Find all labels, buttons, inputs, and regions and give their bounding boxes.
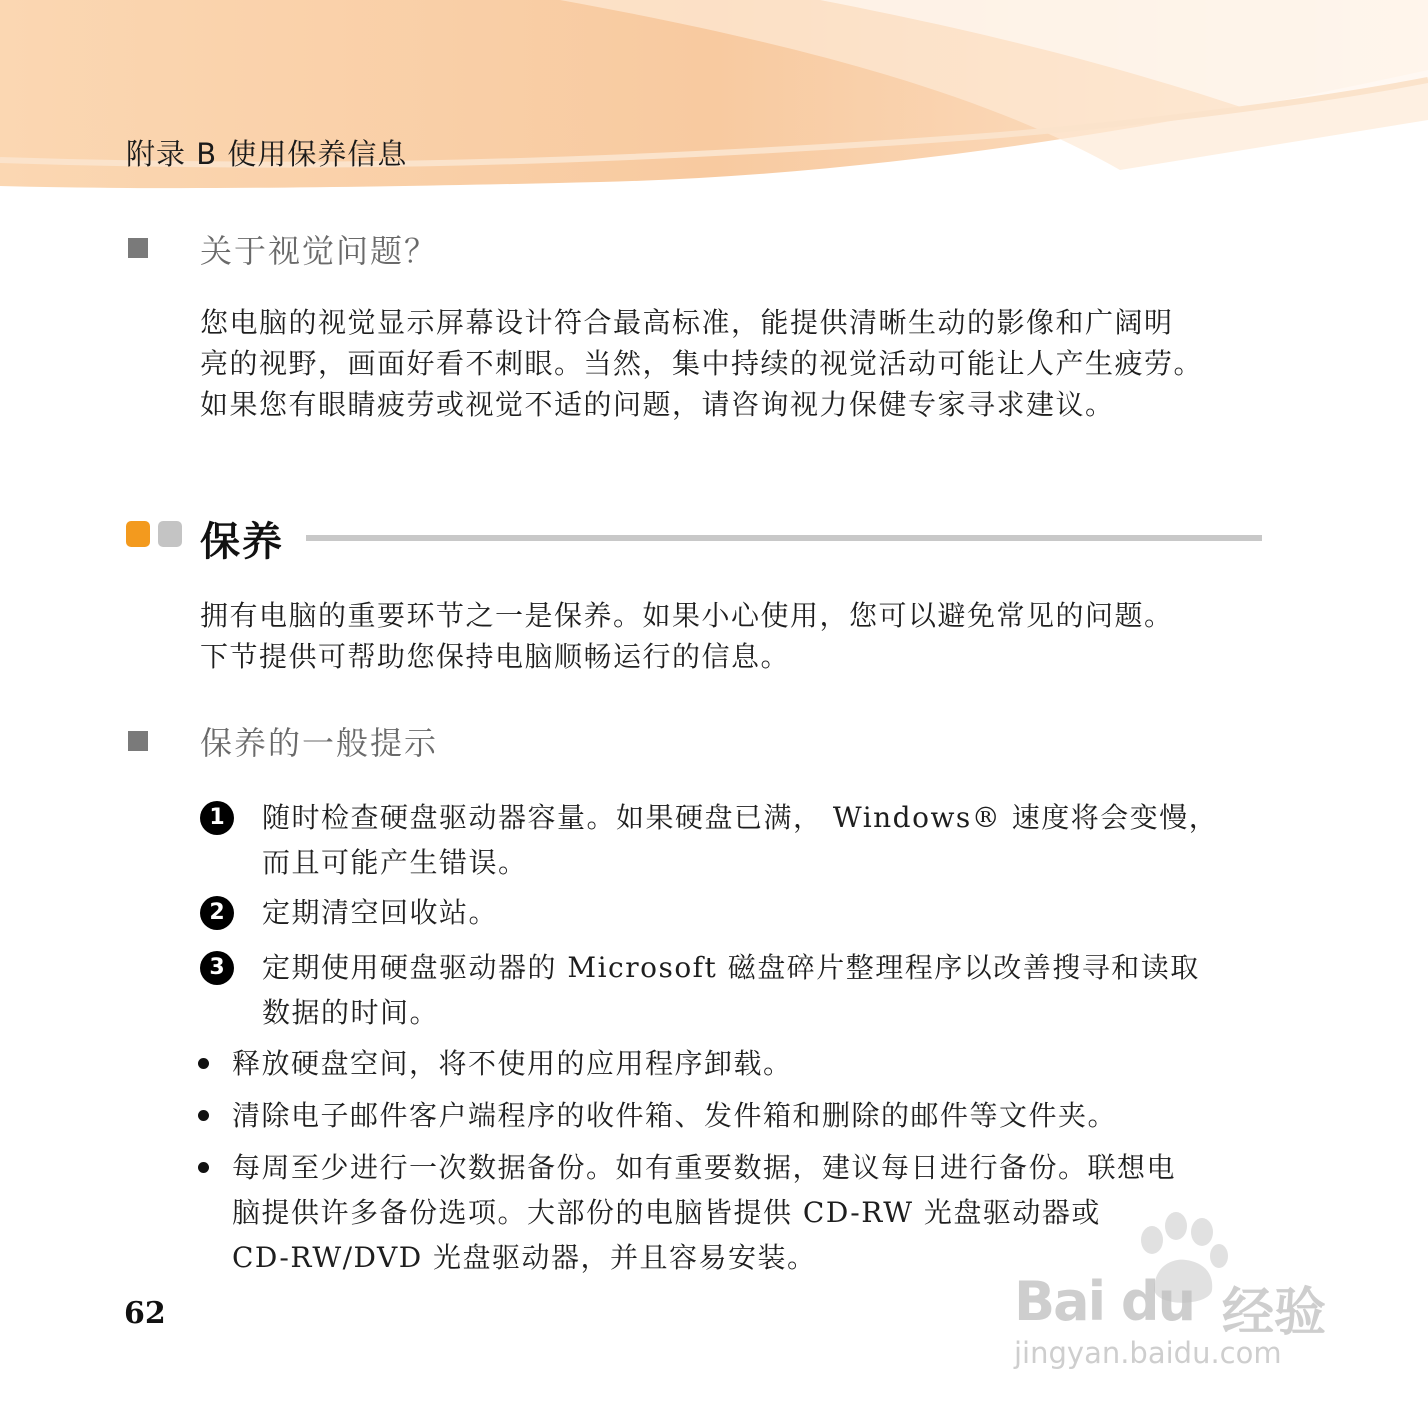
bullet-dot-icon xyxy=(198,1110,209,1121)
item-line: 而且可能产生错误。 xyxy=(262,846,528,879)
item-line: 清除电子邮件客户端程序的收件箱、发件箱和删除的邮件等文件夹。 xyxy=(232,1099,1118,1132)
number-3-icon: 3 xyxy=(200,951,234,985)
numbered-item-text xyxy=(262,795,1218,885)
bullet-dot-icon xyxy=(198,1162,209,1173)
bullet-item-text xyxy=(232,1093,1117,1138)
vision-paragraph xyxy=(200,302,1262,425)
section-title: 保养 xyxy=(200,519,284,565)
item-line: CD-RW/DVD 光盘驱动器，并且容易安装。 xyxy=(232,1241,817,1274)
item-line: 定期使用硬盘驱动器的 Microsoft 磁盘碎片整理程序以改善搜寻和读取 xyxy=(262,951,1200,984)
item-line: 释放硬盘空间，将不使用的应用程序卸载。 xyxy=(232,1047,793,1080)
section-divider xyxy=(306,535,1262,541)
square-bullet-icon xyxy=(128,238,148,258)
page-number: 62 xyxy=(124,1296,166,1331)
square-bullet-icon xyxy=(128,731,148,751)
item-line: 每周至少进行一次数据备份。如有重要数据，建议每日进行备份。联想电 xyxy=(232,1151,1177,1184)
vision-line: 亮的视野，画面好看不刺眼。当然，集中持续的视觉活动可能让人产生疲劳。 xyxy=(200,347,1204,380)
section-marker-gray-icon xyxy=(158,521,182,547)
bullet-item-text xyxy=(232,1041,793,1086)
number-2-icon: 2 xyxy=(200,896,234,930)
section-marker-orange-icon xyxy=(126,521,150,547)
item-line: 脑提供许多备份选项。大部份的电脑皆提供 CD-RW 光盘驱动器或 xyxy=(232,1196,1101,1229)
item-line: 定期清空回收站。 xyxy=(262,896,499,929)
vision-heading: 关于视觉问题？ xyxy=(200,232,439,270)
care-intro-line: 下节提供可帮助您保持电脑顺畅运行的信息。 xyxy=(200,640,791,673)
number-1-icon: 1 xyxy=(200,801,234,835)
running-head: 附录 B 使用保养信息 xyxy=(126,137,408,171)
watermark-brand-cn: 经验 xyxy=(1222,1283,1327,1343)
vision-line: 您电脑的视觉显示屏幕设计符合最高标准，能提供清晰生动的影像和广阔明 xyxy=(200,306,1174,339)
item-line: 数据的时间。 xyxy=(262,996,440,1029)
baidu-watermark xyxy=(1006,1210,1346,1380)
numbered-item-text xyxy=(262,890,498,935)
numbered-item-text xyxy=(262,945,1200,1035)
item-line: 随时检查硬盘驱动器容量。如果硬盘已满， Windows® 速度将会变慢， xyxy=(262,801,1219,834)
care-intro-paragraph xyxy=(200,595,1262,677)
tips-heading: 保养的一般提示 xyxy=(200,724,439,762)
watermark-brand: Bai du xyxy=(1014,1270,1195,1333)
care-intro-line: 拥有电脑的重要环节之一是保养。如果小心使用，您可以避免常见的问题。 xyxy=(200,599,1174,632)
watermark-url: jingyan.baidu.com xyxy=(1014,1336,1282,1370)
vision-line: 如果您有眼睛疲劳或视觉不适的问题，请咨询视力保健专家寻求建议。 xyxy=(200,388,1115,421)
bullet-dot-icon xyxy=(198,1058,209,1069)
